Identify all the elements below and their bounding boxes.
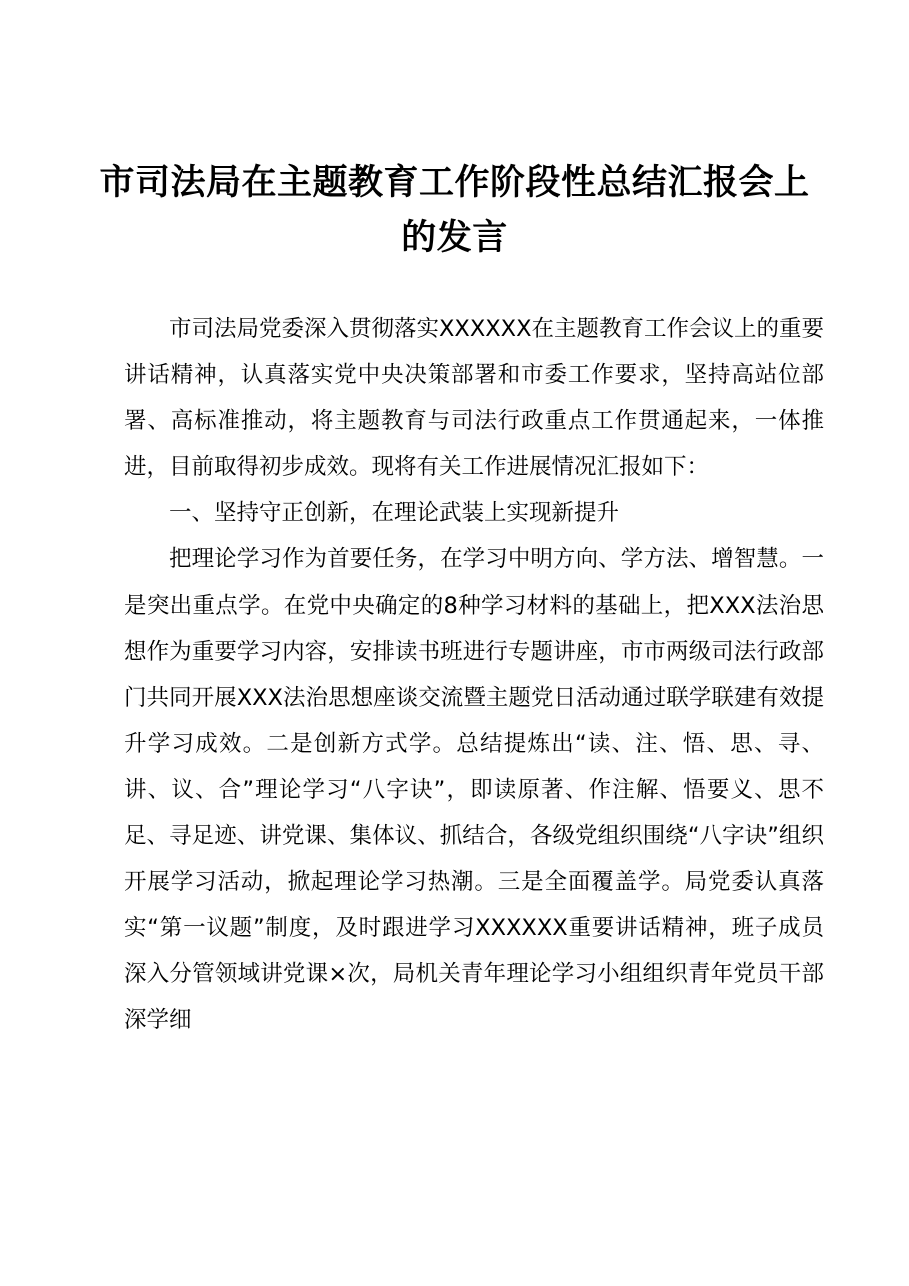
body-paragraph: 把理论学习作为首要任务，在学习中明方向、学方法、增智慧。一是突出重点学。在党中央确定的8种学习材料的基础上，把XXX法治思想作为重要学习内容，安排读书班进行专题讲座，市市两级司法行政部门共同开展XXX法治思想座谈交流暨主题党日活动通过联学联建有效提升学习成效。二是创新方式学。总结提炼出“读、注、悟、思、寻、讲、议、合”理论学习“八字诀”，即读原著、作注解、悟要义、思不足、寻足迹、讲党课、集体议、抓结合，各级党组织围绕“八字诀”组织开展学习活动，掀起理论学习热潮。三是全面覆盖学。局党委认真落实“第一议题”制度，及时跟进学习XXXXXX重要讲话精神，班子成员深入分管领域讲党课×次，局机关青年理论学习小组组织青年党员干部深学细 [124, 546, 824, 1034]
intro-paragraph: 市司法局党委深入贯彻落实XXXXXX在主题教育工作会议上的重要讲话精神，认真落实党中央决策部署和市委工作要求，坚持高站位部署、高标准推动，将主题教育与司法行政重点工作贯通起来，一体推进，目前取得初步成效。现将有关工作进展情况汇报如下： [124, 316, 824, 481]
section-heading: 一、坚持守正创新，在理论武装上实现新提升 [169, 500, 620, 527]
document-title: 市司法局在主题教育工作阶段性总结汇报会上的发言 [99, 162, 810, 258]
document-body [124, 306, 824, 1044]
